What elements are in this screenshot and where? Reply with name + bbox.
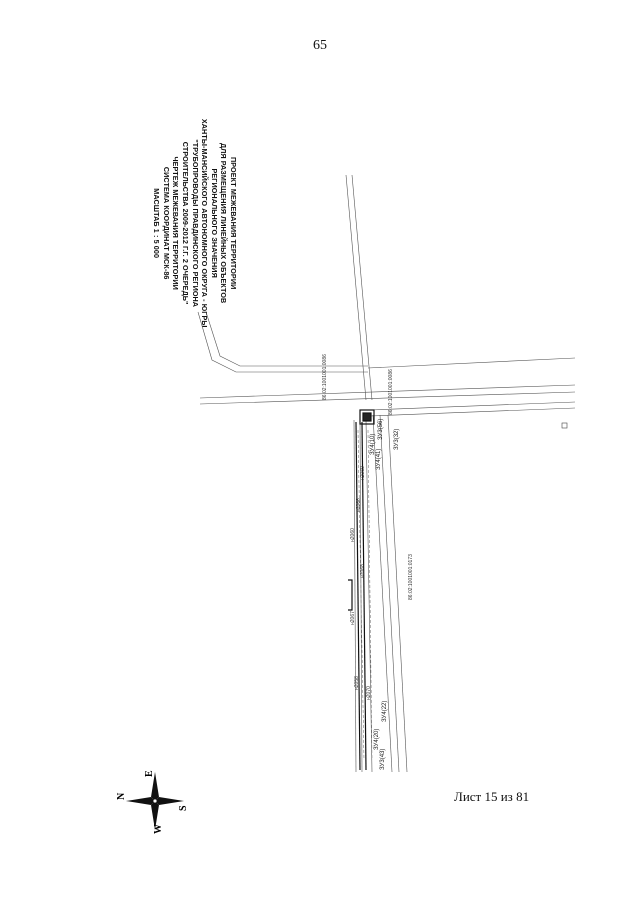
dashed-line	[368, 430, 372, 760]
compass-rose-icon	[116, 766, 190, 836]
road-line	[368, 358, 575, 368]
title-line: ДЛЯ РАЗМЕЩЕНИЯ ЛИНЕЙНЫХ ОБЪЕКТОВ	[219, 143, 229, 304]
compass-east: E	[144, 770, 155, 777]
map-frame	[198, 175, 575, 772]
cadastral-label: 86:02:1001001:0173	[408, 554, 414, 600]
title-line: СИСТЕМА КООРДИНАТ МСК-86	[162, 166, 172, 280]
parcel-label: ЗУ4(22)	[382, 700, 388, 722]
title-line: РЕГИОНАЛЬНОГО ЗНАЧЕНИЯ	[209, 168, 219, 278]
title-line: ХАНТЫ-МАНСИЙСКОГО АВТОНОМНОГО ОКРУГА - ЮГРЫ	[200, 118, 210, 328]
cadastral-label: 86:02:1001001:0086	[322, 354, 328, 400]
point-label: н2067	[350, 611, 356, 625]
page-number: 65	[313, 38, 327, 53]
title-line: СТРОИТЕЛЬСТВА 2009-2012 Г.Г. 2 ОЧЕРЕДЬ"	[181, 141, 191, 305]
parcel-label: ЗУ4(20)	[374, 728, 380, 750]
compass-center	[153, 799, 157, 803]
compass-south: S	[178, 805, 189, 811]
point-label: н2058	[354, 676, 360, 690]
sheet-label: Лист 15 из 81	[454, 789, 530, 804]
corridor-line	[366, 420, 372, 772]
point-label: н2068	[360, 564, 366, 578]
compass-north: N	[116, 792, 127, 800]
parcel-label: ЗУ3(43)	[380, 748, 386, 770]
point-label: н2069	[360, 466, 366, 480]
parcel-label: ЗУ3(32)	[394, 428, 400, 450]
road-line	[370, 402, 575, 410]
title-line: ПРОЕКТ МЕЖЕВАНИЯ ТЕРРИТОРИИ	[229, 156, 239, 290]
corridor-line	[388, 415, 407, 772]
compass-arrow	[126, 797, 155, 805]
title-line: "ТРУБОПРОВОДЫ ПРАВДИНСКОГО РЕГИОНА	[190, 139, 200, 308]
title-line: МАСШТАБ 1 : 5 000	[152, 188, 162, 259]
pipeline-line	[198, 312, 368, 372]
road-line	[370, 408, 575, 416]
point-label: н2070	[366, 686, 372, 700]
point-label: н2060	[350, 528, 356, 542]
parcel-label: ЗУ4(41)	[376, 448, 382, 470]
parcel-label: ЗУ3(56)	[378, 418, 384, 440]
compass-arrow	[155, 797, 184, 805]
pipeline-line	[206, 312, 368, 366]
parcel-label: ЗУ4(10)	[370, 433, 376, 455]
cadastral-label: 86:02:1001001:0086	[388, 369, 394, 415]
point-label: н2066	[356, 498, 362, 512]
junction-fill	[363, 413, 371, 421]
survey-marker	[562, 423, 567, 428]
corridor-line	[354, 420, 356, 772]
parcel-boundary	[348, 580, 352, 610]
compass-west: W	[153, 824, 164, 834]
title-line: ЧЕРТЕЖ МЕЖЕВАНИЯ ТЕРРИТОРИИ	[171, 156, 181, 290]
